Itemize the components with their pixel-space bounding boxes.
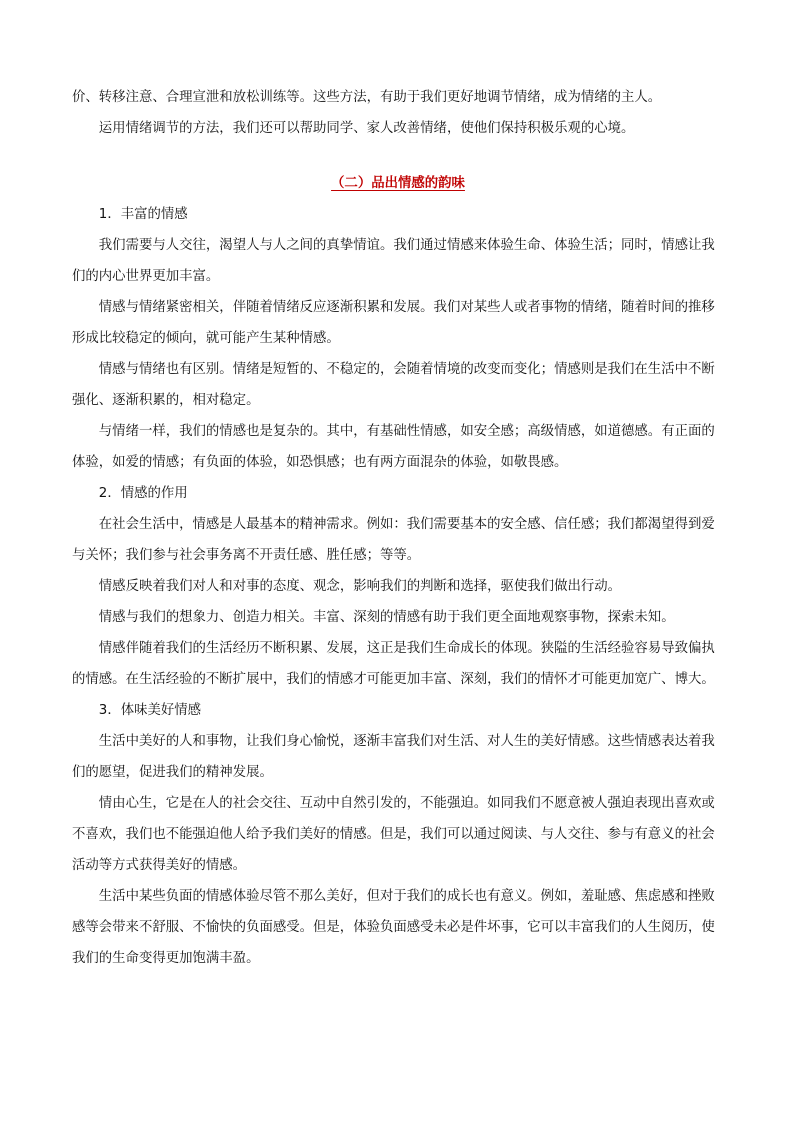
intro-paragraph-1: 价、转移注意、合理宣泄和放松训练等。这些方法，有助于我们更好地调节情绪，成为情绪的主人。	[72, 90, 662, 105]
section-title-text: （二）品出情感的韵味	[331, 176, 465, 191]
sub2-paragraph-1: 在社会生活中，情感是人最基本的精神需求。例如：我们需要基本的安全感、信任感；我们都渴望得到爱与关怀；我们参与社会事务离不开责任感、胜任感；等等。	[72, 517, 715, 563]
section-gap	[72, 144, 724, 168]
intro-paragraph-2: 运用情绪调节的方法，我们还可以帮助同学、家人改善情绪，使他们保持积极乐观的心境。	[98, 121, 635, 136]
sub1-paragraph-2: 情感与情绪紧密相关，伴随着情绪反应逐渐积累和发展。我们对某些人或者事物的情绪，随着时间的推移形成比较稳定的倾向，就可能产生某种情感。	[72, 300, 715, 346]
sub3-paragraph-3: 生活中某些负面的情感体验尽管不那么美好，但对于我们的成长也有意义。例如，羞耻感、焦虑感和挫败感等会带来不舒服、不愉快的负面感受。但是，体验负面感受未必是件坏事，它可以丰富我们的人生阅历，使我们的生命变得更加饱满丰盈。	[72, 889, 715, 966]
sub2-paragraph-2: 情感反映着我们对人和对事的态度、观念，影响我们的判断和选择，驱使我们做出行动。	[98, 579, 622, 594]
sub3-paragraph-1: 生活中美好的人和事物，让我们身心愉悦，逐渐丰富我们对生活、对人生的美好情感。这些情感表达着我们的愿望，促进我们的精神发展。	[72, 734, 715, 780]
subheading-2: 2．情感的作用	[98, 486, 188, 501]
sub2-paragraph-4: 情感伴随着我们的生活经历不断积累、发展，这正是我们生命成长的体现。狭隘的生活经验容易导致偏执的情感。在生活经验的不断扩展中，我们的情感才可能更加丰富、深刻，我们的情怀才可能更加宽广、博大。	[72, 641, 715, 687]
sub1-paragraph-4: 与情绪一样，我们的情感也是复杂的。其中，有基础性情感，如安全感；高级情感，如道德感。有正面的体验，如爱的情感；有负面的体验，如恐惧感；也有两方面混杂的体验，如敬畏感。	[72, 424, 715, 470]
sub3-paragraph-2: 情由心生，它是在人的社会交往、互动中自然引发的，不能强迫。如同我们不愿意被人强迫表现出喜欢或不喜欢，我们也不能强迫他人给予我们美好的情感。但是，我们可以通过阅读、与人交往、参与有意义的社会活动等方式获得美好的情感。	[72, 796, 715, 873]
sub1-paragraph-3: 情感与情绪也有区别。情绪是短暂的、不稳定的，会随着情境的改变而变化；情感则是我们在生活中不断强化、逐渐积累的，相对稳定。	[72, 362, 715, 408]
subheading-3: 3．体味美好情感	[98, 703, 202, 718]
section-heading	[72, 168, 724, 199]
document-page	[72, 82, 724, 974]
subheading-1: 1．丰富的情感	[98, 207, 188, 222]
sub2-paragraph-3: 情感与我们的想象力、创造力相关。丰富、深刻的情感有助于我们更全面地观察事物，探索未知。	[98, 610, 675, 625]
sub1-paragraph-1: 我们需要与人交往，渴望人与人之间的真挚情谊。我们通过情感来体验生命、体验生活；同时，情感让我们的内心世界更加丰富。	[72, 238, 715, 284]
